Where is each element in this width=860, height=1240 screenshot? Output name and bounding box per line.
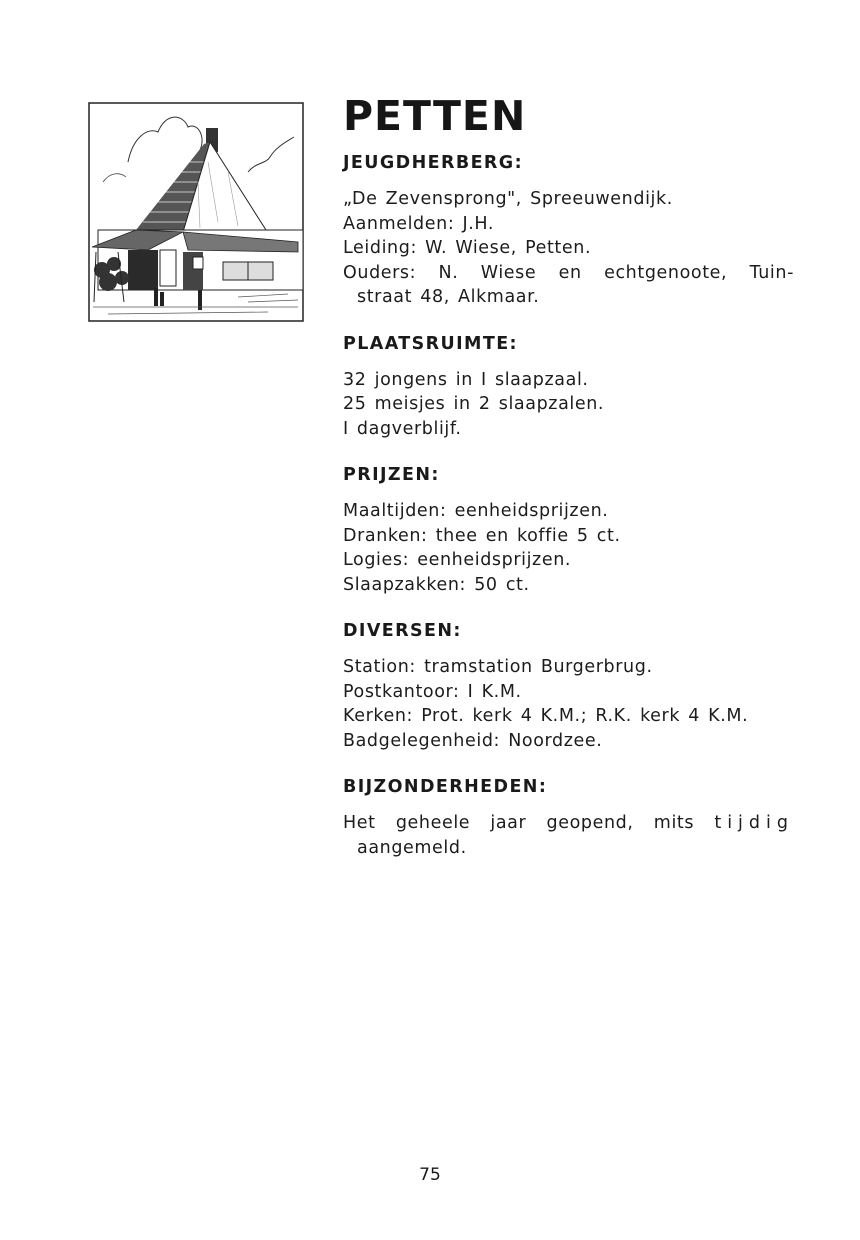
word: Het [343,813,376,833]
section-heading: JEUGDHERBERG: [343,153,523,173]
capacity-line: I dagverblijf. [343,418,462,439]
farmhouse-illustration [88,102,304,322]
word: Wiese [480,262,537,283]
page-title: PETTEN [343,92,527,140]
capacity-line: 32 jongens in I slaapzaal. [343,369,589,390]
word: geheele [395,813,471,833]
word: mits [653,813,695,833]
price-line: Maaltijden: eenheidsprijzen. [343,501,609,521]
price-line: Logies: eenheidsprijzen. [343,550,572,570]
word: geopend, [546,813,634,833]
section-prijzen [343,463,803,597]
section-jeugdherberg [343,151,803,310]
page-number: 75 [419,1165,441,1185]
farmhouse-sketch-icon [88,102,304,322]
address-line: „De Zevensprong", Spreeuwendijk. [343,189,673,209]
price-line: Slaapzakken: 50 ct. [343,574,530,595]
remarks-line-continued: aangemeld. [357,837,467,858]
remarks-line [343,811,794,836]
hostel-entry [343,92,803,882]
emphasis-word: tijdig [714,813,794,833]
section-diversen [343,619,803,753]
word: N. [438,262,459,283]
word: jaar [490,813,527,833]
word: Ouders: [343,262,417,283]
section-plaatsruimte [343,332,803,442]
info-line: Badgelegenheid: Noordzee. [343,730,603,751]
info-line: Station: tramstation Burgerbrug. [343,657,653,677]
word: en [558,262,582,283]
capacity-line: 25 meisjes in 2 slaapzalen. [343,394,605,414]
wardens-line [343,261,794,286]
registration-line: Aanmelden: J.H. [343,213,495,234]
info-line: Kerken: Prot. kerk 4 K.M.; R.K. kerk 4 K.M. [343,706,749,726]
section-heading: PLAATSRUIMTE: [343,333,518,354]
word: Tuin- [749,262,794,283]
wardens-line-continued: straat 48, Alkmaar. [357,287,540,307]
price-line: Dranken: thee en koffie 5 ct. [343,525,621,546]
section-bijzonderheden [343,775,803,860]
management-line: Leiding: W. Wiese, Petten. [343,238,592,258]
word: echtgenoote, [604,262,728,283]
section-heading: BIJZONDERHEDEN: [343,777,548,797]
section-heading: PRIJZEN: [343,465,440,485]
section-heading: DIVERSEN: [343,621,462,641]
info-line: Postkantoor: I K.M. [343,681,522,702]
